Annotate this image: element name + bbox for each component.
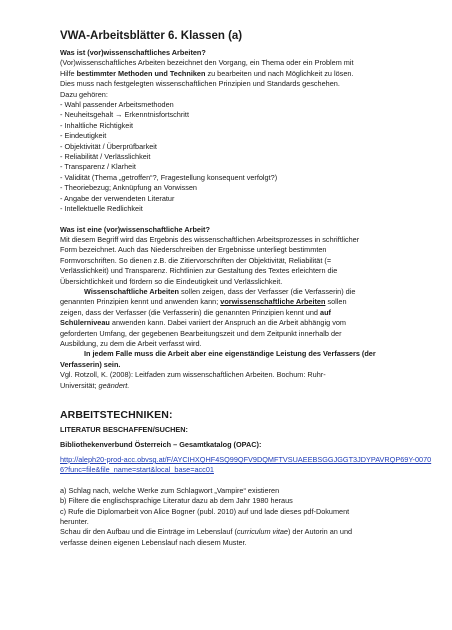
- text-run: sollen zeigen, dass der Verfasser (die Verfasserin) die: [178, 286, 356, 296]
- task-line: herunter.: [60, 517, 89, 527]
- text-run: anwenden kann. Dabei variiert der Anspruch an die Arbeit abhängig vom: [109, 318, 346, 328]
- list-item: - Eindeutigkeit: [60, 131, 107, 141]
- paragraph-line: [60, 297, 432, 307]
- paragraph-line: [60, 318, 432, 328]
- bold-text: bestimmter Methoden und Techniken: [76, 68, 206, 78]
- underlined-bold-text: vorwissenschaftliche Arbeiten: [220, 297, 326, 307]
- italic-text: curriculum vitae: [236, 527, 288, 537]
- page-title: VWA-Arbeitsblätter 6. Klassen (a): [60, 30, 243, 42]
- list-item: - Inhaltliche Richtigkeit: [60, 120, 134, 130]
- text-run: zeigen, dass der Verfasser (die Verfasserin) die genannten Prinzipien kennt und: [60, 307, 321, 317]
- task-line: c) Rufe die Diplomarbeit von Alice Bogner (publ. 2010) auf und lade dieses pdf-Dokument: [60, 506, 350, 516]
- paragraph-line: Mit diesem Begriff wird das Ergebnis des wissenschaftlichen Arbeitsprozesses in schriftlicher: [60, 234, 360, 244]
- question-heading-2: Was ist eine (vor)wissenschaftliche Arbeit?: [60, 224, 210, 234]
- paragraph-line: Verlässlichkeit) und Transparenz. Richtlinien zur Gestaltung des Textes erleichtern die: [60, 266, 338, 276]
- reference-line: [60, 381, 432, 391]
- text-run: ) der Autorin an und: [287, 527, 353, 537]
- section-heading: ARBEITSTECHNIKEN:: [60, 409, 173, 421]
- paragraph-line: Dies muss nach festgelegten wissenschaftlichen Prinzipien und Standards geschehen.: [60, 79, 340, 89]
- catalog-heading: Bibliothekenverbund Österreich – Gesamtkatalog (OPAC):: [60, 440, 262, 449]
- text-run: genannten Prinzipien kennt und anwenden kann;: [60, 297, 221, 307]
- bold-text: Wissenschaftliche Arbeiten: [84, 286, 179, 296]
- bold-text: Schülerniveau: [60, 318, 110, 328]
- bold-text: auf: [320, 307, 331, 317]
- paragraph-line: [60, 69, 432, 79]
- list-item: - Angabe der verwendeten Literatur: [60, 193, 175, 203]
- paragraph-line: geforderten Umfang, der gegebenen Bearbeitungszeit und dem Zeitpunkt innerhalb der: [60, 328, 342, 338]
- list-item: - Intellektuelle Redlichkeit: [60, 204, 143, 214]
- paragraph-line: Ausbildung, zu dem die Arbeit verfasst wird.: [60, 338, 202, 348]
- list-item: - Transparenz / Klarheit: [60, 162, 136, 172]
- paragraph-line: Übersichtlichkeit und fördern so die Eindeutigkeit und Verlässlichkeit.: [60, 276, 283, 286]
- task-line: verfasse deinen eigenen Lebenslauf nach diesem Muster.: [60, 537, 247, 547]
- task-line: [60, 527, 432, 537]
- text-run: Hilfe: [60, 68, 77, 78]
- paragraph-line: [60, 308, 432, 318]
- reference-line: Vgl. Rotzoll, K. (2008): Leitfaden zum wissenschaftlichen Arbeiten. Bochum: Ruhr-: [60, 370, 326, 380]
- text-run: zu bearbeiten und nach Möglichkeit zu lösen.: [205, 68, 354, 78]
- paragraph-line: Form bezeichnet. Auch das Niederschreiben der Ergebnisse unterliegt bestimmten: [60, 245, 327, 255]
- list-item: - Wahl passender Arbeitsmethoden: [60, 100, 174, 110]
- document-page: [60, 30, 432, 548]
- paragraph-line: Formvorschriften. So dienen z.B. die Zitiervorschriften der Objektivität, Reliabilität (=: [60, 255, 332, 265]
- list-item: - Neuheitsgehalt → Erkenntnisfortschritt: [60, 110, 189, 120]
- paragraph-line: (Vor)wissenschaftliches Arbeiten bezeichnet den Vorgang, ein Thema oder ein Problem mit: [60, 58, 354, 68]
- emphasis-line: Verfasserin) sein.: [60, 359, 121, 369]
- emphasis-line: In jedem Falle muss die Arbeit aber eine eigenständige Leistung des Verfassers (der: [84, 349, 376, 359]
- list-item: - Reliabilität / Verlässlichkeit: [60, 152, 151, 162]
- text-run: Universität;: [60, 380, 99, 390]
- list-item: - Theoriebezug; Anknüpfung an Vorwissen: [60, 183, 197, 193]
- italic-text: geändert.: [98, 380, 130, 390]
- principles-list: [60, 100, 432, 214]
- task-line: a) Schlag nach, welche Werke zum Schlagwort „Vampire“ existieren: [60, 485, 280, 495]
- question-heading-1: Was ist (vor)wissenschaftliches Arbeiten?: [60, 48, 206, 57]
- text-run: Schau dir den Aufbau und die Einträge im Lebenslauf (: [60, 527, 237, 537]
- subsection-heading: LITERATUR BESCHAFFEN/SUCHEN:: [60, 425, 188, 434]
- task-line: b) Filtere die englischsprachige Literatur dazu ab dem Jahr 1980 heraus: [60, 496, 293, 506]
- paragraph-line: Dazu gehören:: [60, 89, 108, 99]
- catalog-link[interactable]: http://aleph20-prod-acc.obvsg.at/F/AYCIHXQHF4SQ99QFV9DQMFTVSUAEEBSGGJGGT3JDYPAVRQP69Y-00706?func=file&file_name=start&local_base=acc01: [60, 455, 432, 475]
- paragraph-line: [60, 287, 432, 297]
- list-item: - Objektivität / Überprüfbarkeit: [60, 141, 157, 151]
- text-run: sollen: [325, 297, 347, 307]
- list-item: - Validität (Thema „getroffen“?, Fragestellung konsequent verfolgt?): [60, 172, 278, 182]
